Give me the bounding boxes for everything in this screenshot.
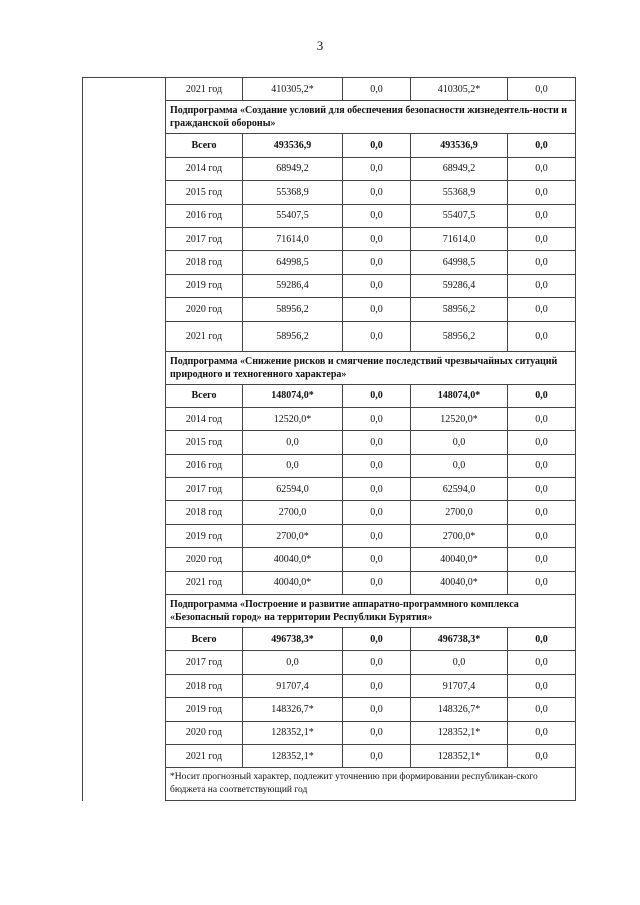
left-column-cell — [83, 78, 166, 801]
total-value-3: 493536,9 — [411, 134, 508, 157]
value-cell-2: 0,0 — [343, 454, 411, 477]
value-cell-4: 0,0 — [508, 651, 576, 674]
value-cell-3: 68949,2 — [411, 157, 508, 180]
year-cell: 2016 год — [166, 454, 243, 477]
value-cell-1: 2700,0 — [243, 501, 343, 524]
value-cell-1: 64998,5 — [243, 251, 343, 274]
value-cell-4: 0,0 — [508, 227, 576, 250]
value-cell-2: 0,0 — [343, 251, 411, 274]
value-cell-3: 2700,0 — [411, 501, 508, 524]
value-cell-1: 0,0 — [243, 651, 343, 674]
total-value-3: 148074,0* — [411, 384, 508, 407]
value-cell-1: 55368,9 — [243, 181, 343, 204]
value-cell-2: 0,0 — [343, 321, 411, 351]
value-cell-3: 40040,0* — [411, 548, 508, 571]
year-cell: 2019 год — [166, 698, 243, 721]
value-cell-4: 0,0 — [508, 298, 576, 321]
total-value-2: 0,0 — [343, 384, 411, 407]
value-cell-4: 0,0 — [508, 181, 576, 204]
year-cell: 2021 год — [166, 78, 243, 101]
section-title: Подпрограмма «Создание условий для обеспечения безопасности жизнедеятель-ности и гражданской обороны» — [166, 101, 576, 134]
value-cell-1: 0,0 — [243, 454, 343, 477]
value-cell-2: 0,0 — [343, 227, 411, 250]
table-row — [83, 78, 576, 101]
value-cell-3: 128352,1* — [411, 744, 508, 767]
value-cell-3: 128352,1* — [411, 721, 508, 744]
section-title: Подпрограмма «Снижение рисков и смягчение последствий чрезвычайных ситуаций природного и техногенного характера» — [166, 351, 576, 384]
value-cell-1: 59286,4 — [243, 274, 343, 297]
year-cell: 2015 год — [166, 181, 243, 204]
total-value-3: 496738,3* — [411, 628, 508, 651]
section-title: Подпрограмма «Построение и развитие аппаратно-программного комплекса «Безопасный город» на территории Республики Бурятия» — [166, 595, 576, 628]
value-cell-2: 0,0 — [343, 181, 411, 204]
value-cell-3: 148326,7* — [411, 698, 508, 721]
value-cell-1: 2700,0* — [243, 524, 343, 547]
value-cell-1: 128352,1* — [243, 744, 343, 767]
total-value-4: 0,0 — [508, 384, 576, 407]
value-cell-4: 0,0 — [508, 501, 576, 524]
value-cell-2: 0,0 — [343, 571, 411, 594]
value-cell-1: 410305,2* — [243, 78, 343, 101]
year-cell: 2020 год — [166, 548, 243, 571]
value-cell-1: 71614,0 — [243, 227, 343, 250]
value-cell-2: 0,0 — [343, 157, 411, 180]
value-cell-3: 12520,0* — [411, 407, 508, 430]
value-cell-4: 0,0 — [508, 251, 576, 274]
total-label: Всего — [166, 384, 243, 407]
value-cell-1: 55407,5 — [243, 204, 343, 227]
year-cell: 2014 год — [166, 407, 243, 430]
total-value-2: 0,0 — [343, 134, 411, 157]
year-cell: 2018 год — [166, 501, 243, 524]
value-cell-2: 0,0 — [343, 548, 411, 571]
total-value-2: 0,0 — [343, 628, 411, 651]
total-value-1: 496738,3* — [243, 628, 343, 651]
value-cell-3: 0,0 — [411, 454, 508, 477]
value-cell-4: 0,0 — [508, 204, 576, 227]
value-cell-2: 0,0 — [343, 431, 411, 454]
value-cell-3: 40040,0* — [411, 571, 508, 594]
value-cell-1: 40040,0* — [243, 548, 343, 571]
value-cell-2: 0,0 — [343, 407, 411, 430]
value-cell-4: 0,0 — [508, 721, 576, 744]
value-cell-3: 71614,0 — [411, 227, 508, 250]
value-cell-3: 0,0 — [411, 651, 508, 674]
value-cell-1: 68949,2 — [243, 157, 343, 180]
value-cell-4: 0,0 — [508, 78, 576, 101]
value-cell-4: 0,0 — [508, 274, 576, 297]
page-number: 3 — [316, 38, 324, 53]
value-cell-4: 0,0 — [508, 744, 576, 767]
value-cell-4: 0,0 — [508, 454, 576, 477]
value-cell-3: 0,0 — [411, 431, 508, 454]
value-cell-4: 0,0 — [508, 698, 576, 721]
value-cell-4: 0,0 — [508, 478, 576, 501]
value-cell-2: 0,0 — [343, 78, 411, 101]
year-cell: 2019 год — [166, 274, 243, 297]
value-cell-3: 410305,2* — [411, 78, 508, 101]
value-cell-1: 0,0 — [243, 431, 343, 454]
value-cell-4: 0,0 — [508, 321, 576, 351]
value-cell-4: 0,0 — [508, 407, 576, 430]
value-cell-1: 12520,0* — [243, 407, 343, 430]
value-cell-2: 0,0 — [343, 204, 411, 227]
year-cell: 2021 год — [166, 744, 243, 767]
value-cell-2: 0,0 — [343, 721, 411, 744]
value-cell-4: 0,0 — [508, 524, 576, 547]
value-cell-2: 0,0 — [343, 651, 411, 674]
year-cell: 2020 год — [166, 298, 243, 321]
value-cell-2: 0,0 — [343, 744, 411, 767]
total-value-4: 0,0 — [508, 134, 576, 157]
value-cell-4: 0,0 — [508, 571, 576, 594]
value-cell-2: 0,0 — [343, 698, 411, 721]
value-cell-2: 0,0 — [343, 478, 411, 501]
value-cell-3: 2700,0* — [411, 524, 508, 547]
value-cell-3: 55368,9 — [411, 181, 508, 204]
value-cell-4: 0,0 — [508, 431, 576, 454]
total-label: Всего — [166, 134, 243, 157]
year-cell: 2020 год — [166, 721, 243, 744]
value-cell-1: 128352,1* — [243, 721, 343, 744]
value-cell-3: 58956,2 — [411, 298, 508, 321]
year-cell: 2021 год — [166, 571, 243, 594]
value-cell-2: 0,0 — [343, 501, 411, 524]
value-cell-1: 148326,7* — [243, 698, 343, 721]
value-cell-3: 59286,4 — [411, 274, 508, 297]
value-cell-1: 58956,2 — [243, 298, 343, 321]
year-cell: 2021 год — [166, 321, 243, 351]
footnote-text: *Носит прогнозный характер, подлежит уточнению при формировании республикан-ского бюджета на соответствующий год — [166, 768, 576, 801]
value-cell-3: 64998,5 — [411, 251, 508, 274]
budget-table — [82, 77, 576, 801]
value-cell-4: 0,0 — [508, 157, 576, 180]
year-cell: 2015 год — [166, 431, 243, 454]
year-cell: 2018 год — [166, 674, 243, 697]
year-cell: 2018 год — [166, 251, 243, 274]
value-cell-1: 91707,4 — [243, 674, 343, 697]
value-cell-3: 58956,2 — [411, 321, 508, 351]
year-cell: 2017 год — [166, 227, 243, 250]
value-cell-3: 62594,0 — [411, 478, 508, 501]
total-value-1: 148074,0* — [243, 384, 343, 407]
year-cell: 2016 год — [166, 204, 243, 227]
total-label: Всего — [166, 628, 243, 651]
value-cell-1: 40040,0* — [243, 571, 343, 594]
year-cell: 2014 год — [166, 157, 243, 180]
year-cell: 2017 год — [166, 651, 243, 674]
table-body — [83, 78, 576, 801]
value-cell-4: 0,0 — [508, 674, 576, 697]
value-cell-2: 0,0 — [343, 274, 411, 297]
value-cell-2: 0,0 — [343, 674, 411, 697]
total-value-4: 0,0 — [508, 628, 576, 651]
value-cell-3: 91707,4 — [411, 674, 508, 697]
value-cell-2: 0,0 — [343, 524, 411, 547]
year-cell: 2019 год — [166, 524, 243, 547]
value-cell-1: 62594,0 — [243, 478, 343, 501]
value-cell-2: 0,0 — [343, 298, 411, 321]
year-cell: 2017 год — [166, 478, 243, 501]
value-cell-4: 0,0 — [508, 548, 576, 571]
value-cell-3: 55407,5 — [411, 204, 508, 227]
value-cell-1: 58956,2 — [243, 321, 343, 351]
total-value-1: 493536,9 — [243, 134, 343, 157]
